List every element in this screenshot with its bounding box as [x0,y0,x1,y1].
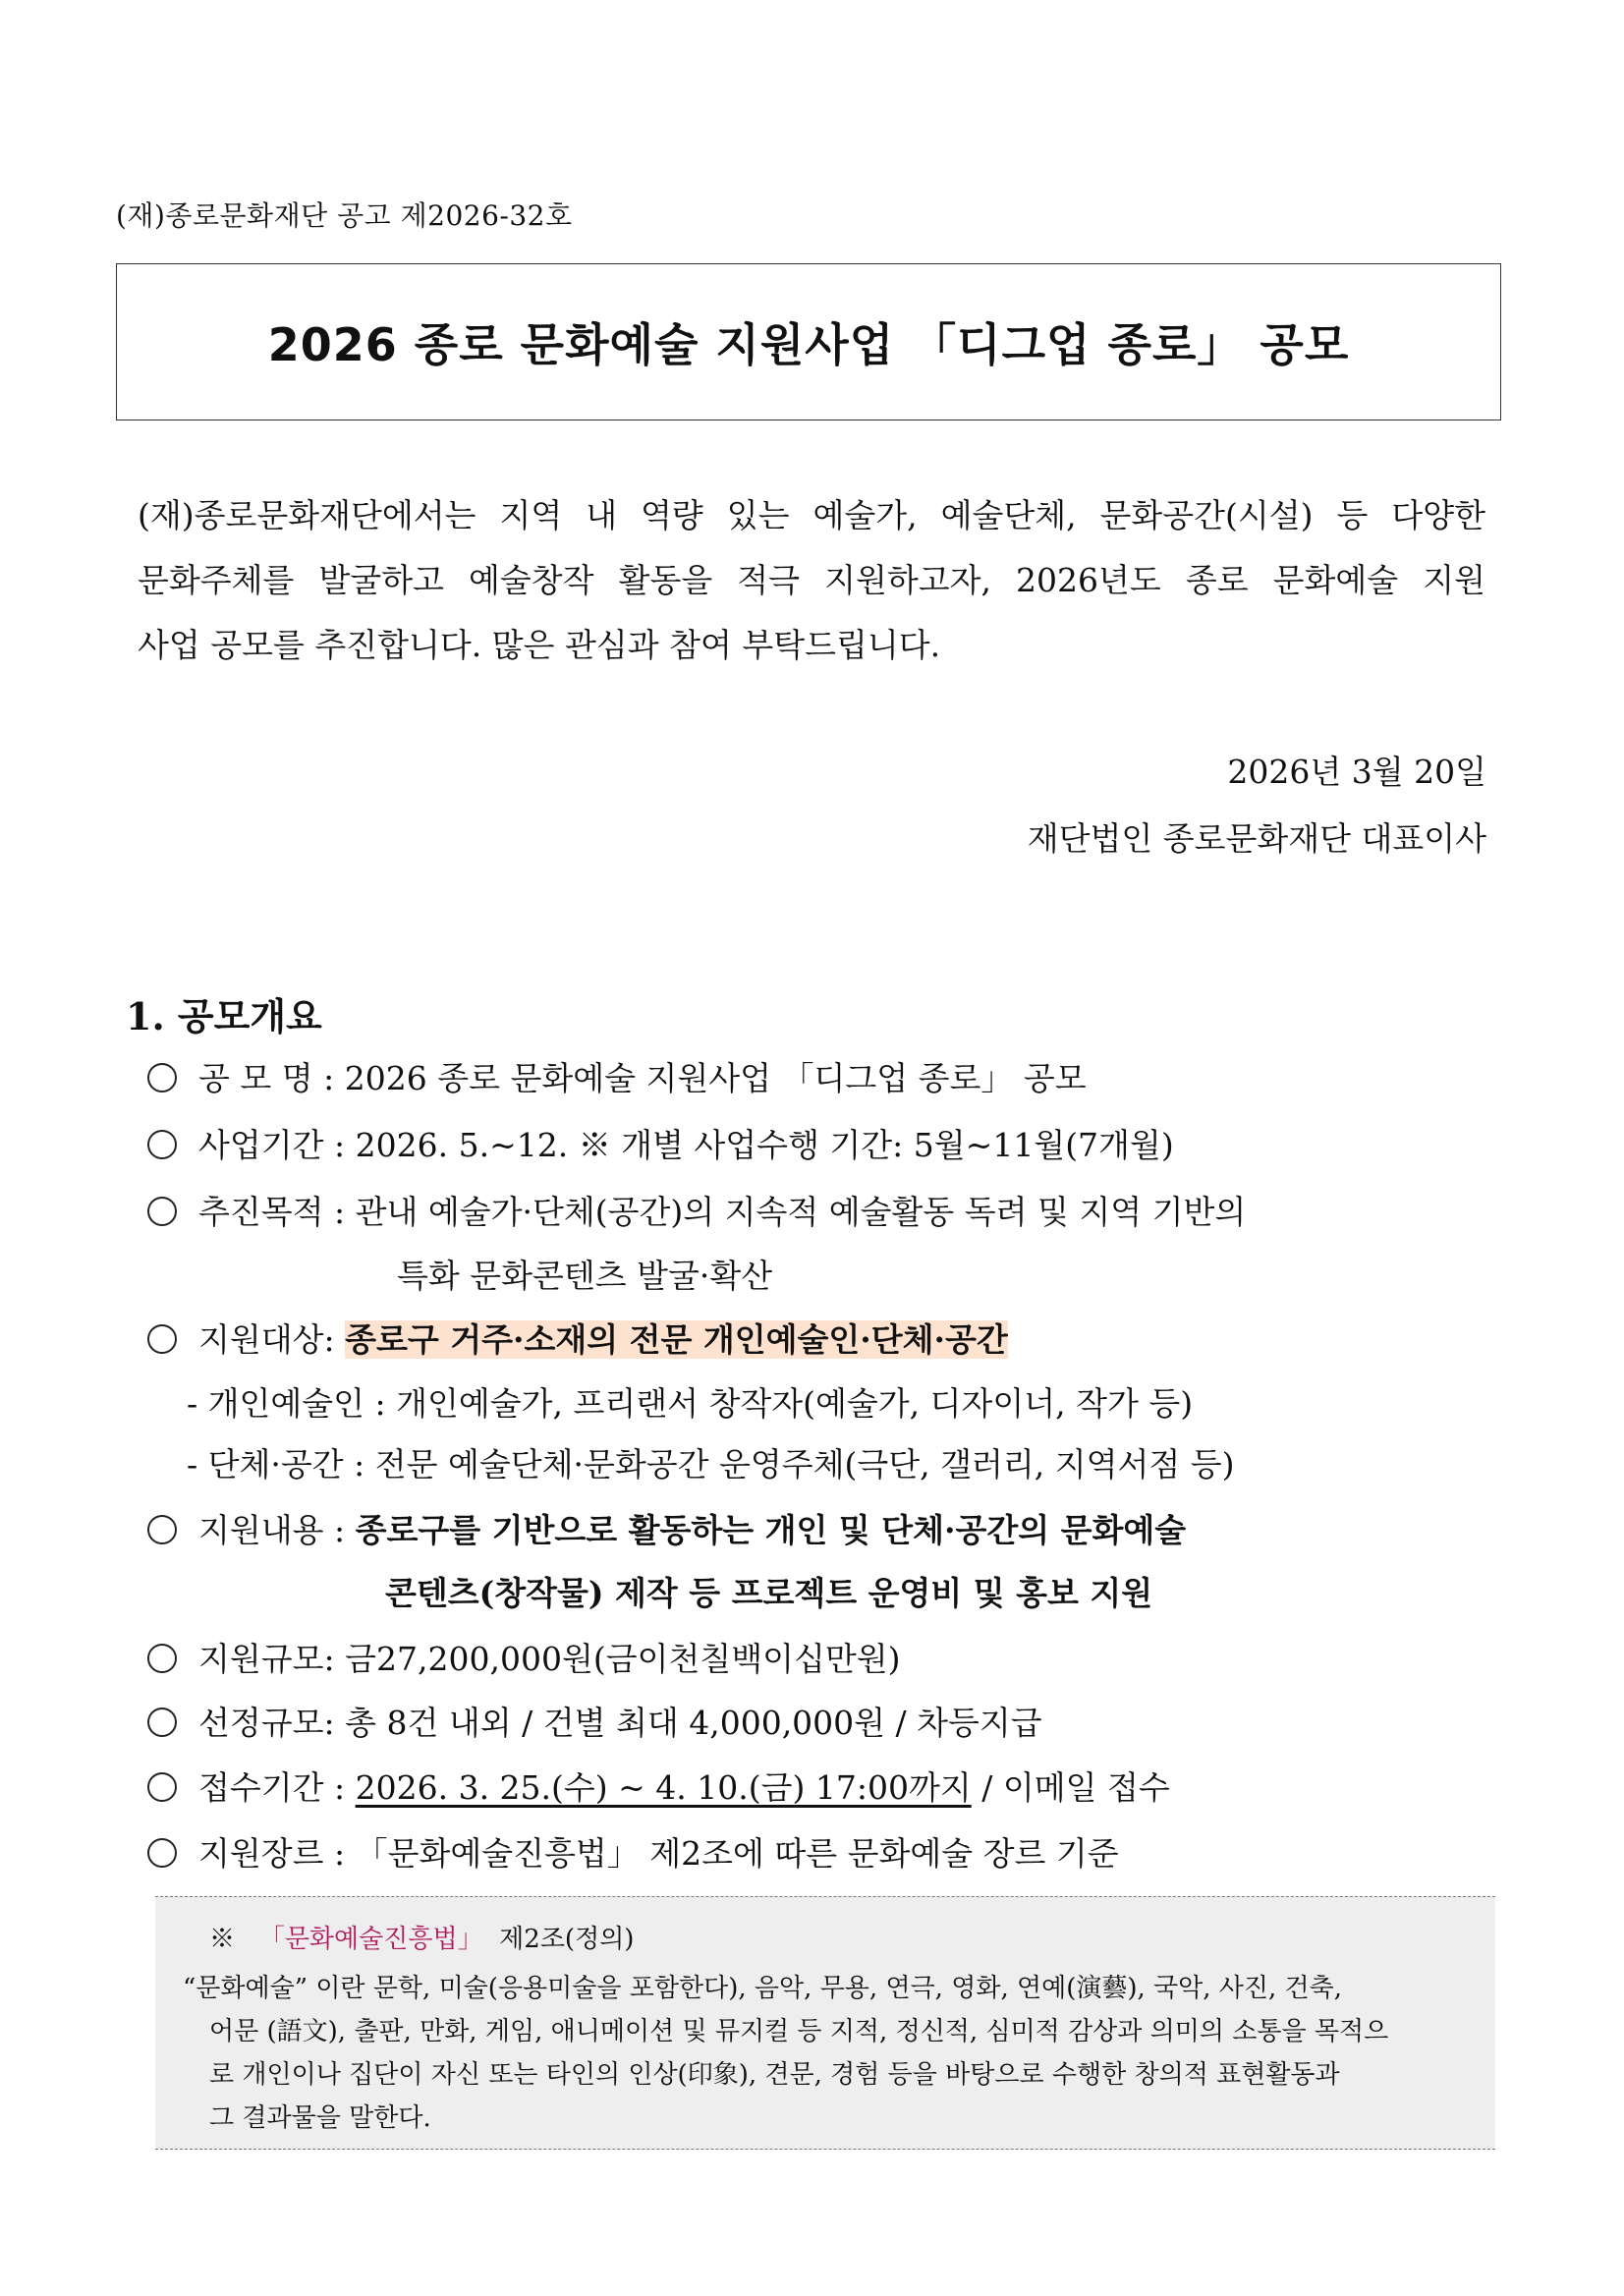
issuer: 재단법인 종로문화재단 대표이사 [1027,819,1486,858]
item-purpose-continued: 특화 문화콘텐츠 발굴·확산 [397,1257,773,1295]
title-box [116,263,1501,420]
item-label: 사업기간 : [198,1126,346,1164]
item-label: 선정규모: [198,1704,335,1742]
circle-bullet-icon [147,1063,177,1092]
item-label: 지원대상: [198,1320,335,1359]
item-genre [147,1823,1119,1884]
circle-bullet-icon [147,1197,177,1226]
law-name: 「문화예술진흥법」 [258,1925,483,1954]
definition-line: 그 결과물을 말한다. [209,2103,431,2133]
law-article: 제2조(정의) [499,1925,635,1954]
notice-date: 2026년 3월 20일 [1227,753,1486,791]
item-value: / 이메일 접수 [971,1768,1170,1807]
circle-bullet-icon [147,1708,177,1737]
intro-line: 문화주체를 발굴하고 예술창작 활동을 적극 지원하고자, 2026년도 종로 문화예술 지원 [138,561,1485,599]
item-value: 2026. 5.~12. ※ 개별 사업수행 기간: 5월~11월(7개월) [355,1126,1174,1164]
circle-bullet-icon [147,1838,177,1868]
target-sub-group: - 단체·공간 : 전문 예술단체·문화공간 운영주체(극단, 갤러리, 지역서점 등) [187,1445,1235,1484]
definition-heading [209,1919,634,1955]
item-value: 총 8건 내외 / 건별 최대 4,000,000원 / 차등지급 [345,1704,1042,1742]
definition-line: 로 개인이나 집단이 자신 또는 타인의 인상(印象), 견문, 경험 등을 바탕으로 수행한 창의적 표현활동과 [209,2060,1340,2090]
definition-line: “문화예술” 이란 문학, 미술(응용미술을 포함한다), 음악, 무용, 연극, 영화, 연예(演藝), 국악, 사진, 건축, [183,1974,1343,2003]
circle-bullet-icon [147,1515,177,1544]
intro-paragraph [138,483,1485,678]
item-period [147,1115,1174,1176]
item-label: 추진목적 : [198,1193,346,1231]
circle-bullet-icon [147,1644,177,1673]
circle-bullet-icon [147,1130,177,1159]
item-value: 「문화예술진흥법」 제2조에 따른 문화예술 장르 기준 [355,1834,1119,1873]
notice-number: (재)종로문화재단 공고 제2026-32호 [116,199,573,232]
item-label: 지원규모: [198,1640,335,1678]
item-scale [147,1629,901,1690]
definition-box [155,1896,1495,2150]
item-content-continued: 콘텐츠(창작물) 제작 등 프로젝트 운영비 및 홍보 지원 [385,1574,1153,1612]
item-reception [147,1758,1170,1819]
intro-line: (재)종로문화재단에서는 지역 내 역량 있는 예술가, 예술단체, 문화공간(시설) 등 다양한 [138,496,1485,534]
item-content [147,1500,1186,1561]
item-label: 공 모 명 : [198,1059,335,1097]
item-value-underlined: 2026. 3. 25.(수) ~ 4. 10.(금) 17:00까지 [355,1768,972,1807]
item-label: 접수기간 : [198,1768,346,1807]
item-selection [147,1693,1042,1754]
item-value: 금27,200,000원(금이천칠백이십만원) [345,1640,901,1678]
item-value: 관내 예술가·단체(공간)의 지속적 예술활동 독려 및 지역 기반의 [355,1193,1247,1231]
item-purpose [147,1182,1246,1243]
definition-line: 어문 (語文), 출판, 만화, 게임, 애니메이션 및 뮤지컬 등 지적, 정신적, 심미적 감상과 의미의 소통을 목적으 [209,2017,1389,2046]
item-label: 지원장르 : [198,1834,346,1873]
item-value: 2026 종로 문화예술 지원사업 「디그업 종로」 공모 [344,1059,1087,1097]
item-name [147,1048,1087,1109]
circle-bullet-icon [147,1772,177,1802]
item-target [147,1310,1008,1371]
circle-bullet-icon [147,1324,177,1354]
item-value-highlight: 종로구 거주·소재의 전문 개인예술인·단체·공간 [345,1320,1008,1359]
intro-line: 사업 공모를 추진합니다. 많은 관심과 참여 부탁드립니다. [138,626,941,664]
page-title: 2026 종로 문화예술 지원사업 「디그업 종로」 공모 [267,318,1350,371]
target-sub-individual: - 개인예술인 : 개인예술가, 프리랜서 창작자(예술가, 디자이너, 작가 등) [187,1384,1194,1423]
note-mark: ※ [209,1925,236,1954]
item-value: 종로구를 기반으로 활동하는 개인 및 단체·공간의 문화예술 [355,1511,1187,1549]
section-heading: 1. 공모개요 [126,994,322,1038]
item-label: 지원내용 : [198,1511,346,1549]
